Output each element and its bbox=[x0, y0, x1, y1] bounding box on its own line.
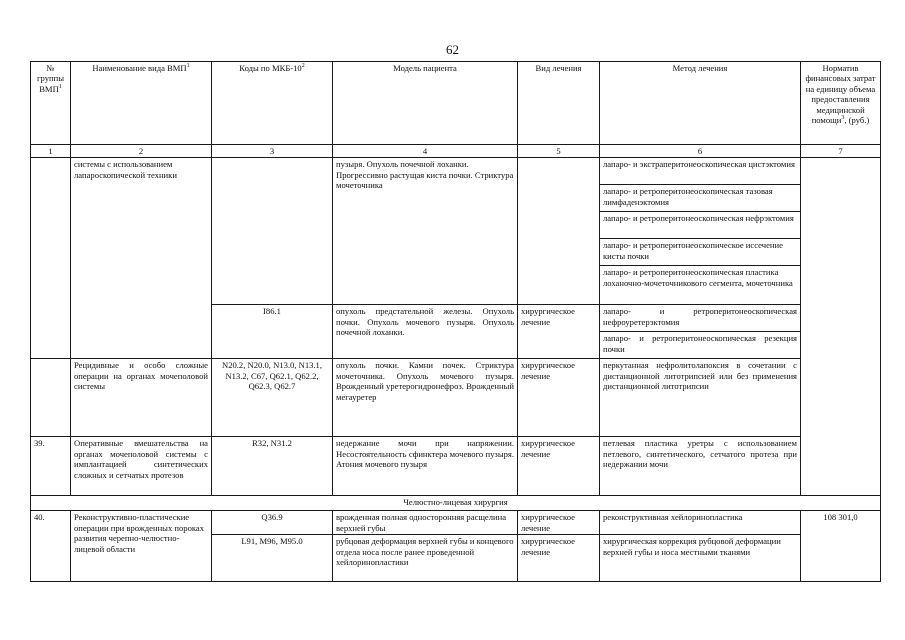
patient-model-cell: недержание мочи при напряжении. Несостоятельность сфинктера мочевого пузыря. Атония мочевого пузыря bbox=[333, 437, 518, 496]
patient-model-cell: врожденная полная односторонняя расщелина верхней губы bbox=[333, 511, 518, 535]
table-row bbox=[31, 158, 881, 185]
icd-codes-cell bbox=[212, 158, 333, 305]
treatment-method-cell: хирургическая коррекция рубцовой деформации верхней губы и носа местными тканями bbox=[600, 535, 801, 582]
table-row bbox=[31, 437, 881, 496]
icd-codes-cell: L91, M96, M95.0 bbox=[212, 535, 333, 582]
vmp-name-cell: Оперативные вмешательства на органах мочеполовой системы с имплантацией синтетических сложных и сетчатых протезов bbox=[71, 437, 212, 496]
column-number: 1 bbox=[31, 145, 71, 158]
group-number-cell: 40. bbox=[31, 511, 71, 582]
medical-care-table bbox=[30, 61, 881, 582]
section-title: Челюстно-лицевая хирургия bbox=[31, 496, 881, 511]
patient-model-cell: опухоль предстательной железы. Опухоль почки. Опухоль мочевого пузыря. Опухоль почечной лоханки. bbox=[333, 305, 518, 359]
column-number: 6 bbox=[600, 145, 801, 158]
treatment-method-cell: перкутанная нефролитолапоксия в сочетании с дистанционной литотрипсией или без применения дистанционной литотрипсии bbox=[600, 359, 801, 437]
treatment-method-cell: реконструктивная хейлоринопластика bbox=[600, 511, 801, 535]
cost-cell bbox=[801, 158, 881, 496]
vmp-name-cell: Рецидивные и особо сложные операции на органах мочеполовой системы bbox=[71, 359, 212, 437]
table-row bbox=[31, 511, 881, 535]
section-row bbox=[31, 496, 881, 511]
treatment-method-cell: лапаро- и ретроперитонеоскопическое иссечение кисты почки bbox=[600, 239, 801, 266]
page-number: 62 bbox=[446, 42, 459, 57]
treatment-type-cell: хирургическое лечение bbox=[518, 437, 600, 496]
treatment-type-cell: хирургическое лечение bbox=[518, 535, 600, 582]
group-number-cell bbox=[31, 359, 71, 437]
treatment-type-cell: хирургическое лечение bbox=[518, 511, 600, 535]
vmp-name-cell: Реконструктивно-пластические операции при врожденных пороках развития черепно-челюстно-лицевой области bbox=[71, 511, 212, 582]
header-cost-standard: Норматив финансовых затрат на единицу объема предоставления медицинской помощи$^3$, (руб.) bbox=[801, 62, 881, 145]
group-number-cell bbox=[31, 158, 71, 359]
icd-codes-cell: R32, N31.2 bbox=[212, 437, 333, 496]
icd-codes-cell: N20.2, N20.0, N13.0, N13.1, N13.2, C67, Q62.1, Q62.2, Q62.3, Q62.7 bbox=[212, 359, 333, 437]
treatment-type-cell: хирургическое лечение bbox=[518, 305, 600, 359]
column-number-row bbox=[31, 145, 881, 158]
treatment-method-cell: лапаро- и ретроперитонеоскопическая нефроуретерэктомия bbox=[600, 305, 801, 332]
column-number: 5 bbox=[518, 145, 600, 158]
treatment-method-cell: лапаро- и ретроперитонеоскопическая нефрэктомия bbox=[600, 212, 801, 239]
header-treatment-method: Метод лечения bbox=[600, 62, 801, 145]
table-header-row bbox=[31, 62, 881, 145]
header-icd-codes: Коды по МКБ-$10^2$ bbox=[212, 62, 333, 145]
treatment-method-cell: лапаро- и ретроперитонеоскопическая пластика лоханочно-мочеточникового сегмента, мочеточника bbox=[600, 266, 801, 305]
column-number: 2 bbox=[71, 145, 212, 158]
column-number: 4 bbox=[333, 145, 518, 158]
header-group-number: № группы ВМП$^1$ bbox=[31, 62, 71, 145]
icd-codes-cell: I86.1 bbox=[212, 305, 333, 359]
header-vmp-name: Наименование вида ВМП$^1$ bbox=[71, 62, 212, 145]
treatment-type-cell: хирургическое лечение bbox=[518, 359, 600, 437]
header-patient-model: Модель пациента bbox=[333, 62, 518, 145]
patient-model-cell: опухоль почки. Камни почек. Стриктура мочеточника. Опухоль мочевого пузыря. Врожденный уретерогидронефроз. Врожденный мегауретер bbox=[333, 359, 518, 437]
treatment-method-cell: лапаро- и ретроперитонеоскопическая резекция почки bbox=[600, 332, 801, 359]
group-number-cell: 39. bbox=[31, 437, 71, 496]
treatment-method-cell: петлевая пластика уретры с использованием петлевого, синтетического, сетчатого протеза при недержании мочи bbox=[600, 437, 801, 496]
icd-codes-cell: Q36.9 bbox=[212, 511, 333, 535]
treatment-method-cell: лапаро- и экстраперитонеоскопическая цистэктомия bbox=[600, 158, 801, 185]
treatment-method-cell: лапаро- и ретроперитонеоскопическая тазовая лимфаденэктомия bbox=[600, 185, 801, 212]
column-number: 7 bbox=[801, 145, 881, 158]
patient-model-cell: рубцовая деформация верхней губы и концевого отдела носа после ранее проведенной хейлоринопластики bbox=[333, 535, 518, 582]
vmp-name-cell: системы с использованием лапароскопической техники bbox=[71, 158, 212, 359]
cost-cell: 108 301,0 bbox=[801, 511, 881, 582]
treatment-type-cell bbox=[518, 158, 600, 305]
patient-model-cell: пузыря. Опухоль почечной лоханки. Прогрессивно растущая киста почки. Стриктура мочеточника bbox=[333, 158, 518, 305]
header-treatment-type: Вид лечения bbox=[518, 62, 600, 145]
table-row bbox=[31, 359, 881, 437]
column-number: 3 bbox=[212, 145, 333, 158]
